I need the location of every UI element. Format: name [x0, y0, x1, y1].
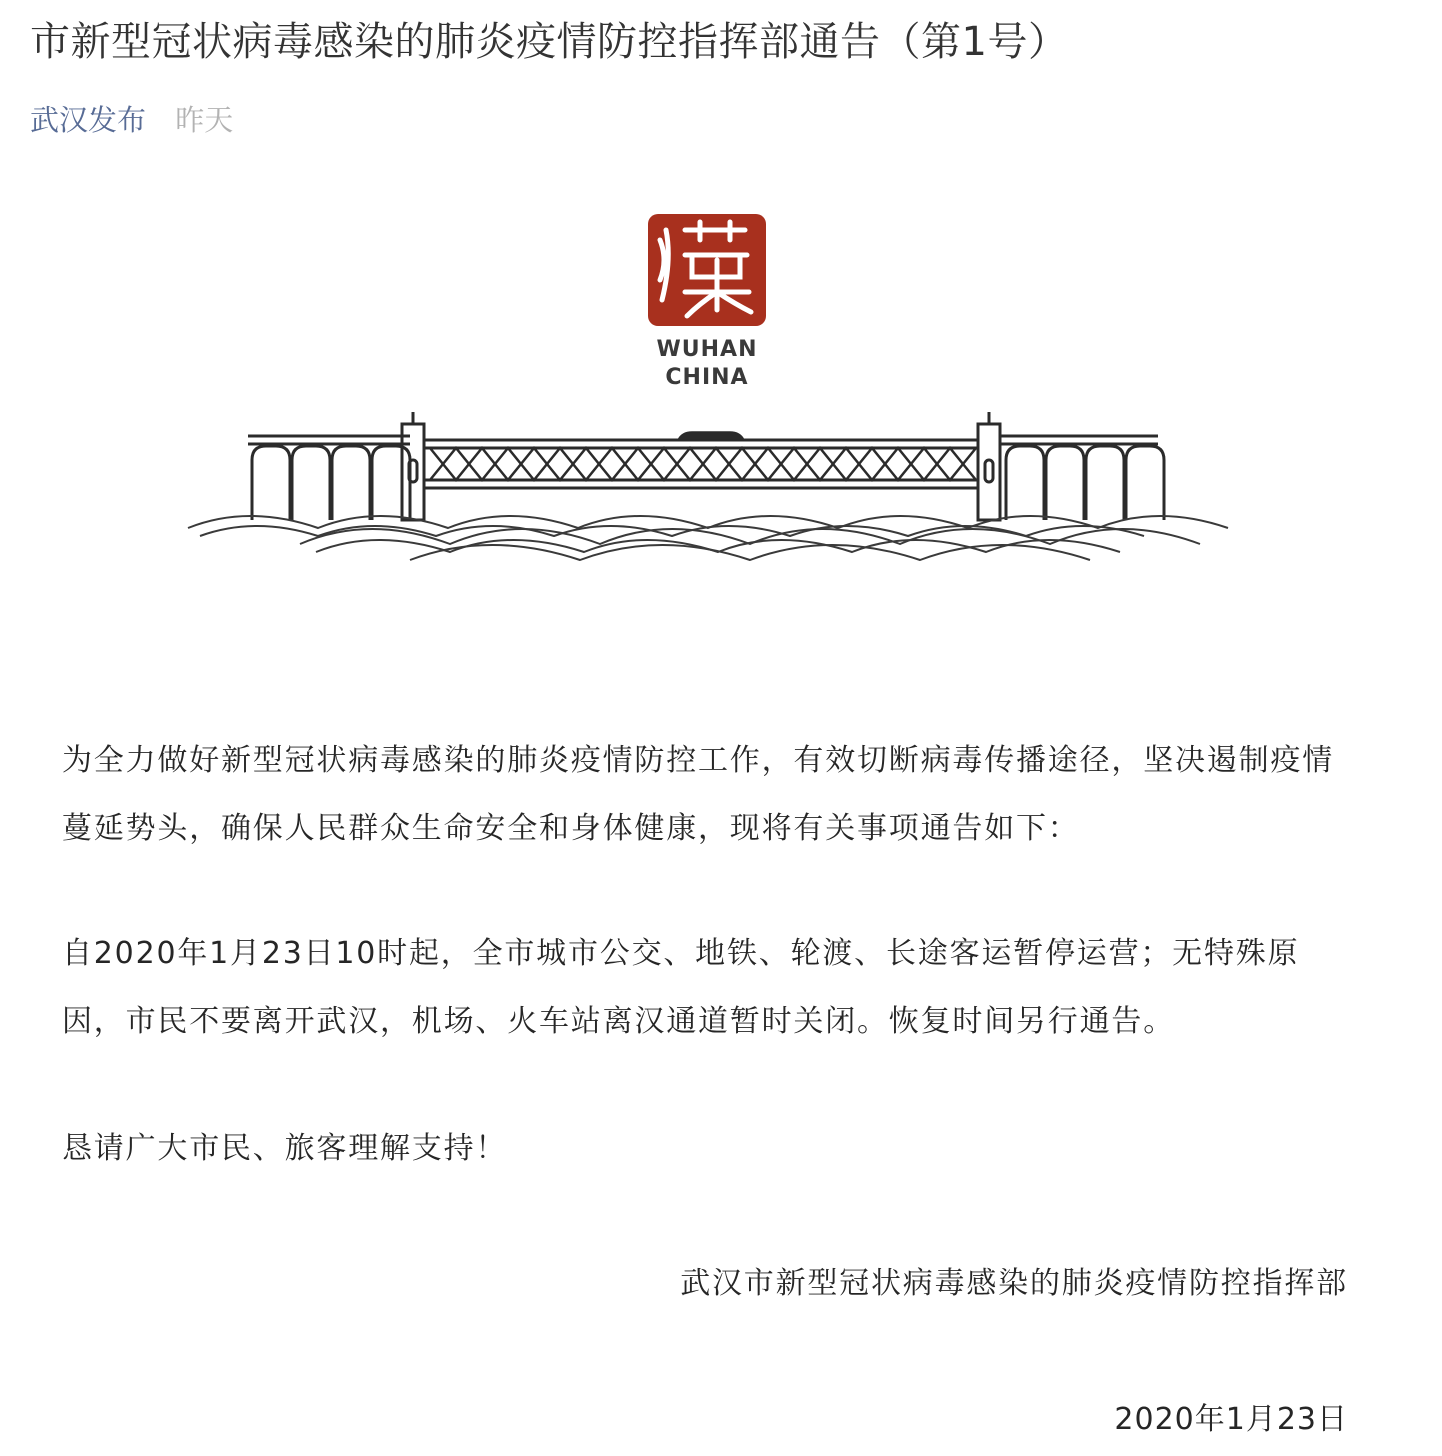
publish-time: 昨天: [175, 103, 234, 137]
account-name-link[interactable]: 武汉发布: [30, 103, 147, 137]
wuhan-seal-logo: [648, 214, 766, 390]
notice-date: 2020年1月23日: [1114, 1402, 1348, 1437]
body-paragraph-1: 为全力做好新型冠状病毒感染的肺炎疫情防控工作，有效切断病毒传播途径，坚决遏制疫情蔓延势头，确保人民群众生命安全和身体健康，现将有关事项通告如下：: [62, 743, 1334, 846]
signature: 武汉市新型冠状病毒感染的肺炎疫情防控指挥部: [680, 1266, 1348, 1301]
logo-wuhan-text: WUHAN: [656, 337, 758, 362]
logo-china-text: CHINA: [665, 365, 749, 390]
article-title: 市新型冠状病毒感染的肺炎疫情防控指挥部通告（第1号）: [30, 19, 1069, 65]
body-paragraph-2: 自2020年1月23日10时起，全市城市公交、地铁、轮渡、长途客运暂停运营；无特殊原因，市民不要离开武汉，机场、火车站离汉通道暂时关闭。恢复时间另行通告。: [62, 936, 1300, 1039]
article-meta: [30, 100, 233, 140]
wuhan-bridge-illustration: [180, 200, 1250, 580]
body-paragraph-3: 恳请广大市民、旅客理解支持！: [62, 1131, 508, 1166]
bridge-drawing: [248, 412, 1164, 520]
wuhan-bridge-banner: [180, 200, 1250, 580]
river-waves: [188, 516, 1228, 560]
